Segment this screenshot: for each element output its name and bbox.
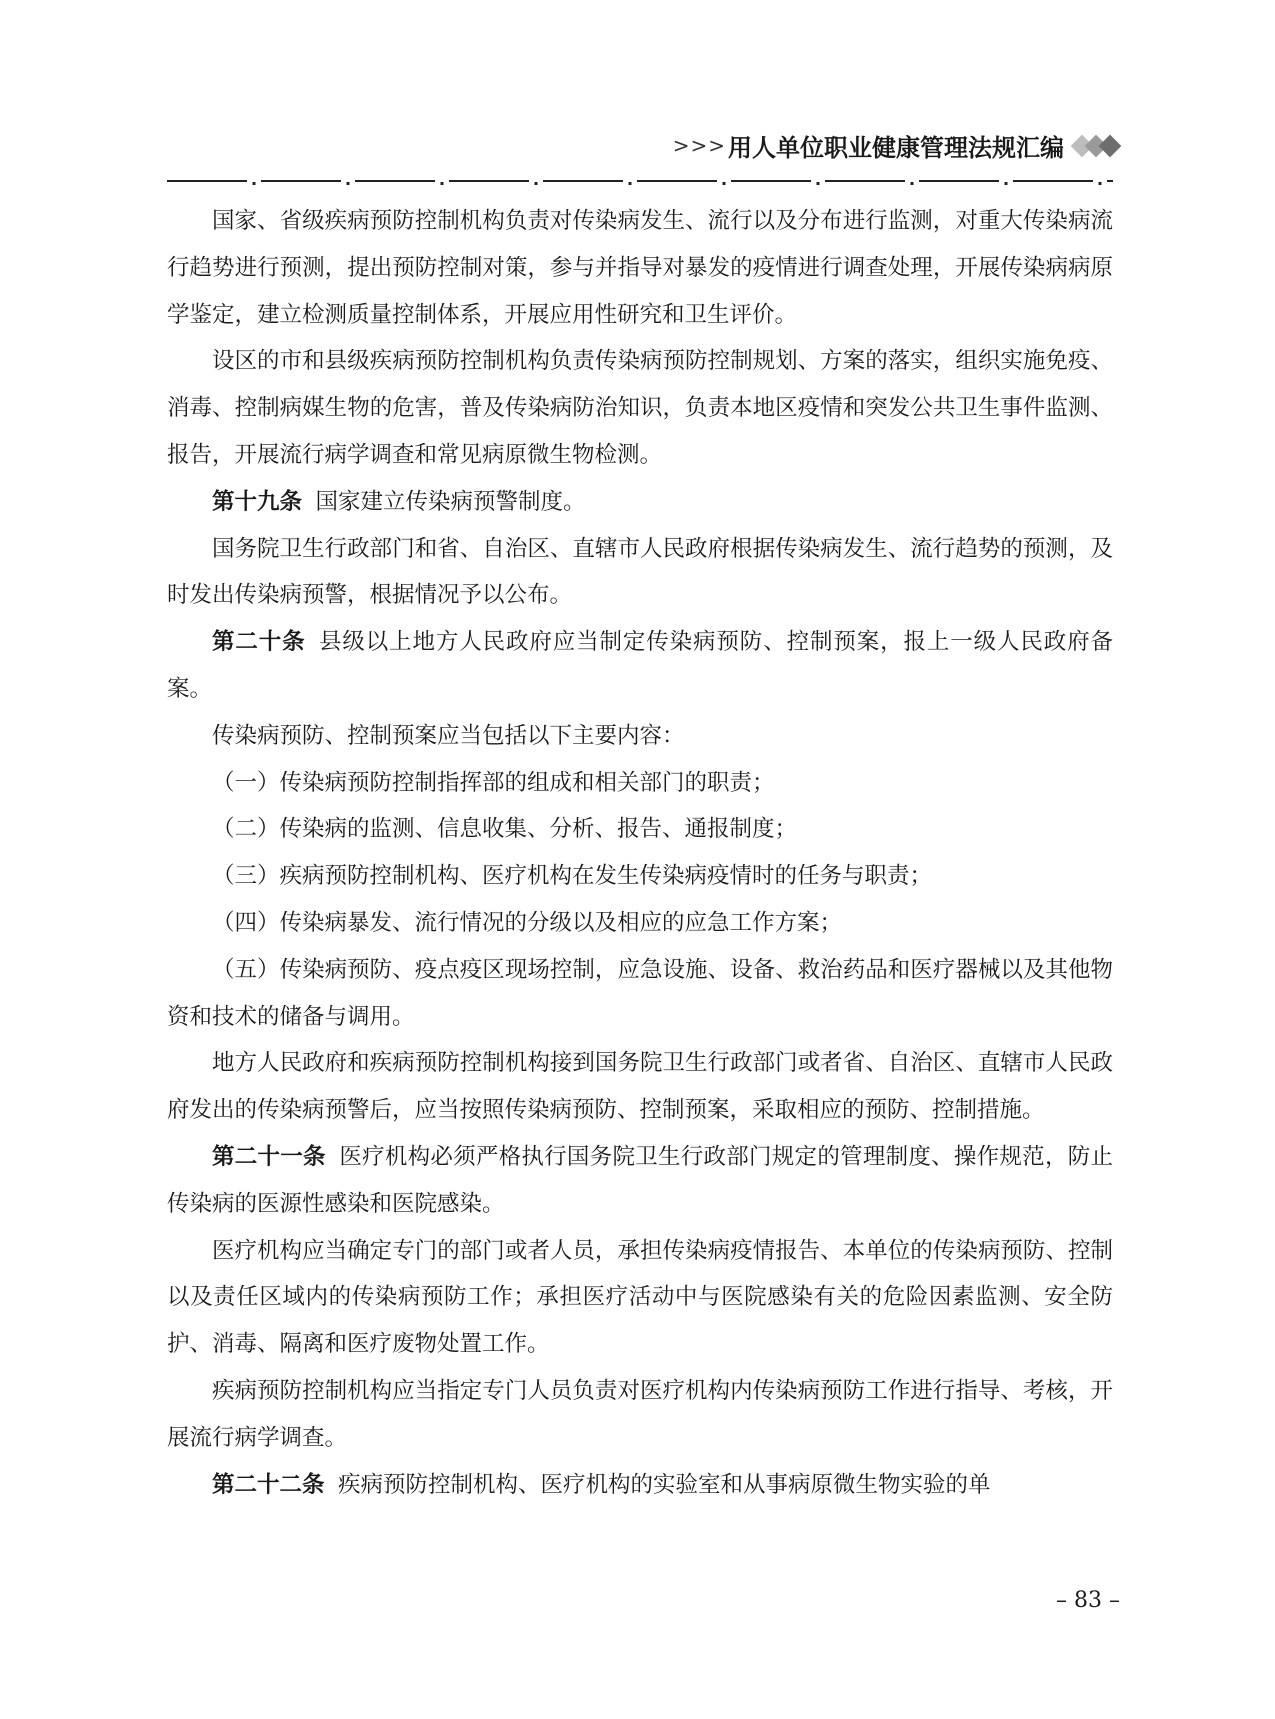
article-paragraph <box>167 1462 1113 1509</box>
paragraph-text: 疾病预防控制机构、医疗机构的实验室和从事病原微生物实验的单 <box>338 1471 991 1498</box>
paragraph <box>167 853 1113 900</box>
page-number: – 83 – <box>1056 1588 1120 1613</box>
paragraph-text: （五）传染病预防、疫点疫区现场控制，应急设施、设备、救治药品和医疗器械以及其他物资和技术的储备与调用。 <box>167 956 1113 1030</box>
paragraph-text: （二）传染病的监测、信息收集、分析、报告、通报制度； <box>212 816 798 843</box>
paragraph <box>167 947 1113 1041</box>
paragraph-text: 医疗机构必须严格执行国务院卫生行政部门规定的管理制度、操作规范，防止传染病的医源性感染和医院感染。 <box>167 1143 1113 1217</box>
paragraph <box>167 900 1113 947</box>
body-text <box>167 198 1113 1508</box>
article-paragraph <box>167 1134 1113 1228</box>
paragraph <box>167 1368 1113 1462</box>
header-title: 用人单位职业健康管理法规汇编 <box>728 134 1064 162</box>
paragraph <box>167 760 1113 807</box>
paragraph-text: （三）疾病预防控制机构、医疗机构在发生传染病疫情时的任务与职责； <box>212 863 933 890</box>
article-number: 第二十二条 <box>212 1471 325 1498</box>
paragraph-text: 疾病预防控制机构应当指定专门人员负责对医疗机构内传染病预防工作进行指导、考核，开展流行病学调查。 <box>167 1377 1113 1451</box>
paragraph <box>167 198 1113 338</box>
article-paragraph <box>167 619 1113 713</box>
article-paragraph <box>167 479 1113 526</box>
paragraph-text: （四）传染病暴发、流行情况的分级以及相应的应急工作方案； <box>212 909 843 936</box>
paragraph-text: 设区的市和县级疾病预防控制机构负责传染病预防控制规划、方案的落实，组织实施免疫、消毒、控制病媒生物的危害，普及传染病防治知识，负责本地区疫情和突发公共卫生事件监测、报告，开展流行病学调查和常见病原微生物检测。 <box>167 348 1113 468</box>
paragraph <box>167 713 1113 760</box>
paragraph <box>167 1040 1113 1134</box>
paragraph <box>167 338 1113 478</box>
paragraph-text: 传染病预防、控制预案应当包括以下主要内容： <box>212 722 685 749</box>
header-rule <box>167 176 1113 186</box>
paragraph-text: 医疗机构应当确定专门的部门或者人员，承担传染病疫情报告、本单位的传染病预防、控制以及责任区域内的传染病预防工作；承担医疗活动中与医院感染有关的危险因素监测、安全防护、消毒、隔离和医疗废物处置工作。 <box>167 1237 1113 1358</box>
paragraph-text: 县级以上地方人民政府应当制定传染病预防、控制预案，报上一级人民政府备案。 <box>167 629 1113 702</box>
header-arrows: >>> <box>672 133 726 158</box>
paragraph-text: （一）传染病预防控制指挥部的组成和相关部门的职责； <box>212 769 775 796</box>
paragraph <box>167 526 1113 620</box>
article-number: 第二十一条 <box>212 1143 326 1170</box>
diamond-ornament-icon <box>1072 133 1128 159</box>
paragraph-text: 国家、省级疾病预防控制机构负责对传染病发生、流行以及分布进行监测，对重大传染病流行趋势进行预测，提出预防控制对策，参与并指导对暴发的疫情进行调查处理，开展传染病病原学鉴定，建立检测质量控制体系，开展应用性研究和卫生评价。 <box>167 208 1113 328</box>
paragraph <box>167 1228 1113 1368</box>
paragraph-text: 国务院卫生行政部门和省、自治区、直辖市人民政府根据传染病发生、流行趋势的预测，及时发出传染病预警，根据情况予以公布。 <box>167 535 1113 609</box>
running-header <box>0 128 1128 168</box>
article-number: 第十九条 <box>212 488 303 515</box>
paragraph <box>167 806 1113 853</box>
article-number: 第二十条 <box>212 629 306 656</box>
paragraph-text: 国家建立传染病预警制度。 <box>315 488 586 515</box>
paragraph-text: 地方人民政府和疾病预防控制机构接到国务院卫生行政部门或者省、自治区、直辖市人民政府发出的传染病预警后，应当按照传染病预防、控制预案，采取相应的预防、控制措施。 <box>167 1050 1113 1124</box>
